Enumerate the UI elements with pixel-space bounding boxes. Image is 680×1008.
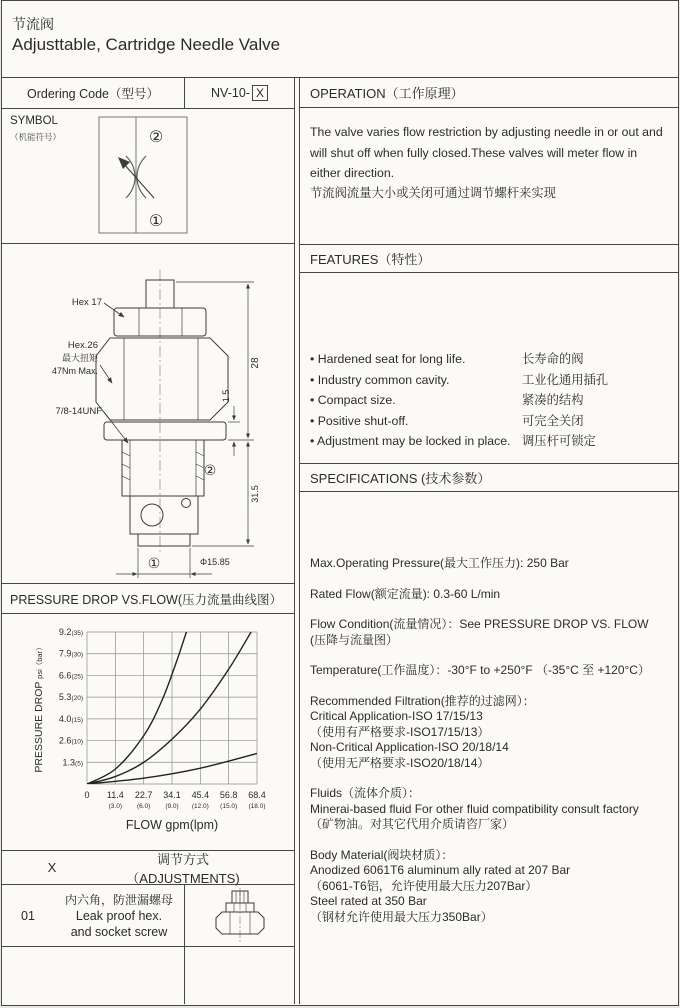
symbol-section <box>2 109 294 244</box>
drawing-label-hex17: Hex 17 <box>71 297 102 308</box>
adjustments-title: 调节方式（ADJUSTMENTS) <box>126 851 240 886</box>
pressure-flow-chart <box>2 614 294 850</box>
drawing-label-torque: 47Nm Max. <box>51 366 98 376</box>
ordering-code-row <box>2 78 294 109</box>
symbol-label: SYMBOL <box>10 115 58 127</box>
adjustments-header-row <box>2 851 294 885</box>
x-tick-sublabel: (18.0) <box>248 803 266 810</box>
spec-line: （使用无严格要求-ISO20/18/14） <box>310 755 490 770</box>
chart-section-header: PRESSURE DROP VS.FLOW(压力流量曲线图） <box>2 584 294 614</box>
leakproof-screw-icon <box>208 888 272 944</box>
dim-28: 28 <box>250 357 261 369</box>
feature-item <box>310 370 672 391</box>
feature-text-cn: 可完全关闭 <box>522 413 584 428</box>
x-tick-label: 11.4 <box>106 790 124 800</box>
x-tick-sublabel: (9.0) <box>165 803 179 810</box>
drawing-port-2: ② <box>203 462 217 478</box>
feature-text-cn: 调压杆可锁定 <box>522 434 596 448</box>
spec-line: Flow Condition(流量情况）：See PRESSURE DROP VS. FLOW <box>310 617 649 631</box>
spec-line: Recommended Filtration(推荐的过滤网）： <box>310 693 535 708</box>
y-tick-label: 7.9(30) <box>58 648 83 659</box>
spec-line: Max.Operating Pressure(最大工作压力): 250 Bar <box>310 556 569 570</box>
adjustment-description <box>54 885 184 946</box>
model-number-prefix: NV-10- <box>211 86 250 100</box>
feature-text-en: • Positive shut-off. <box>310 413 409 428</box>
drawing-port-1: ① <box>147 555 161 571</box>
spec-line: （钢材允许使用最大压力350Bar） <box>310 909 493 924</box>
specifications-header: SPECIFICATIONS (技术参数） <box>300 464 678 492</box>
model-variable-box: X <box>252 85 268 101</box>
spec-line: Fluids（流体介质）： <box>310 786 421 800</box>
y-axis-label: PRESSURE DROP psi（bar） <box>33 643 45 773</box>
right-column <box>299 78 678 1004</box>
x-tick-sublabel: (15.0) <box>220 803 238 810</box>
spec-line: Temperature(工作温度）：-30°F to +250°F （-35°C 至 +120°C） <box>310 663 650 677</box>
feature-item <box>310 390 672 411</box>
spec-group <box>310 587 672 603</box>
x-tick-sublabel: (6.0) <box>136 803 151 810</box>
spec-group <box>310 694 672 772</box>
feature-item <box>310 349 672 370</box>
y-tick-label: 4.0(15) <box>58 713 83 724</box>
y-tick-label: 5.3(20) <box>58 692 83 703</box>
spec-group <box>310 556 672 572</box>
x-tick-label: 22.7 <box>134 790 153 800</box>
symbol-label-cn: （机能符号） <box>10 132 62 142</box>
drawing-label-torque-cn: 最大扭矩 <box>61 353 98 363</box>
spec-line: （使用有严格要求-ISO17/15/13） <box>310 724 490 739</box>
feature-text-cn: 紧凑的结构 <box>522 393 584 407</box>
spec-line: Non-Critical Application-ISO 20/18/14 <box>310 740 509 754</box>
adjustment-row-01 <box>2 885 294 947</box>
x-axis-label: FLOW gpm(lpm) <box>125 818 219 832</box>
ordering-code-value <box>185 78 294 108</box>
symbol-port-1: ① <box>148 213 164 230</box>
adjustments-col-x: X <box>47 860 57 875</box>
spec-line: Anodized 6061T6 aluminum ally rated at 207 Bar <box>310 863 571 877</box>
left-column <box>2 78 295 1004</box>
spec-group <box>310 617 672 648</box>
ordering-code-label: Ordering Code（型号） <box>2 78 185 108</box>
adjustment-code: 01 <box>21 908 35 923</box>
features-header: FEATURES（特性） <box>300 245 678 273</box>
spec-group <box>310 663 672 679</box>
adjustments-empty-row <box>2 947 294 1004</box>
operation-text-cn: 节流阀流量大小或关闭可通过调节螺杆来实现 <box>310 185 556 200</box>
page-header <box>2 1 678 78</box>
y-tick-label: 9.2(35) <box>58 627 83 637</box>
x-tick-label: 0 <box>84 790 90 800</box>
chart-section <box>2 614 294 851</box>
adjustment-desc-en2: and socket screw <box>70 924 168 939</box>
adjustment-desc-cn: 内六角，防泄漏螺母 <box>64 892 173 907</box>
feature-text-en: • Industry common cavity. <box>310 372 450 387</box>
spec-group <box>310 786 672 833</box>
feature-text-cn: 工业化通用插孔 <box>522 372 609 387</box>
y-tick-label: 6.6(25) <box>58 670 83 681</box>
spec-line: Critical Application-ISO 17/15/13 <box>310 709 483 723</box>
dim-1-5: 1.5 <box>221 389 231 403</box>
features-list <box>300 273 678 464</box>
page-title-cn: 节流阀 <box>12 16 54 32</box>
adjustment-desc-en1: Leak proof hex. <box>75 908 163 923</box>
spec-line: （矿物油。对其它代用介质请咨厂家） <box>310 817 515 831</box>
x-tick-sublabel: (3.0) <box>108 803 123 810</box>
x-tick-label: 56.8 <box>219 790 238 800</box>
feature-text-en: • Compact size. <box>310 393 396 407</box>
chart-curve-1 <box>87 625 189 784</box>
drawing-label-hex26: Hex.26 <box>67 340 98 351</box>
spec-line: Body Material(阀块材质）： <box>310 847 454 862</box>
drawing-section <box>2 244 294 584</box>
y-tick-label: 1.3(5) <box>62 757 83 768</box>
operation-text-en: The valve varies flow restriction by adjusting needle in or out and will shut off when fully closed.These valves will meter flow in either direction. <box>310 125 663 180</box>
page-title-en: Adjusttable, Cartridge Needle Valve <box>12 35 281 54</box>
y-tick-label: 2.6(10) <box>58 735 83 746</box>
drawing-label-thread: 7/8-14UNF <box>55 406 102 417</box>
x-tick-label: 68.4 <box>248 790 266 800</box>
adjustment-icon-cell <box>184 885 294 946</box>
cartridge-cross-section-drawing <box>2 244 294 583</box>
feature-item <box>310 431 672 452</box>
x-tick-label: 34.1 <box>163 790 181 800</box>
specifications-body <box>300 492 678 1004</box>
datasheet-page <box>1 0 679 1006</box>
operation-header: OPERATION（工作原理） <box>300 78 678 108</box>
feature-text-cn: 长寿命的阀 <box>522 352 584 366</box>
valve-symbol-icon <box>98 116 190 236</box>
dim-diameter: Φ15.85 <box>200 557 230 567</box>
x-tick-label: 45.4 <box>191 790 210 800</box>
feature-text-en: • Hardened seat for long life. <box>310 352 466 366</box>
operation-body <box>300 108 678 245</box>
symbol-port-2: ② <box>148 129 164 146</box>
spec-line: Rated Flow(额定流量): 0.3-60 L/min <box>310 586 501 601</box>
x-tick-sublabel: (12.0) <box>191 803 209 810</box>
spec-group <box>310 848 672 926</box>
spec-line: Minerai-based fluid For other fluid compatibility consult factory <box>310 801 639 816</box>
spec-line: （6061-T6铝，允许使用最大压力207Bar） <box>310 878 538 893</box>
spec-line: Steel rated at 350 Bar <box>310 894 427 908</box>
dim-31-5: 31.5 <box>250 485 260 503</box>
feature-text-en: • Adjustment may be locked in place. <box>310 434 511 448</box>
feature-item <box>310 411 672 432</box>
spec-line: (压降与流量图） <box>310 632 398 647</box>
